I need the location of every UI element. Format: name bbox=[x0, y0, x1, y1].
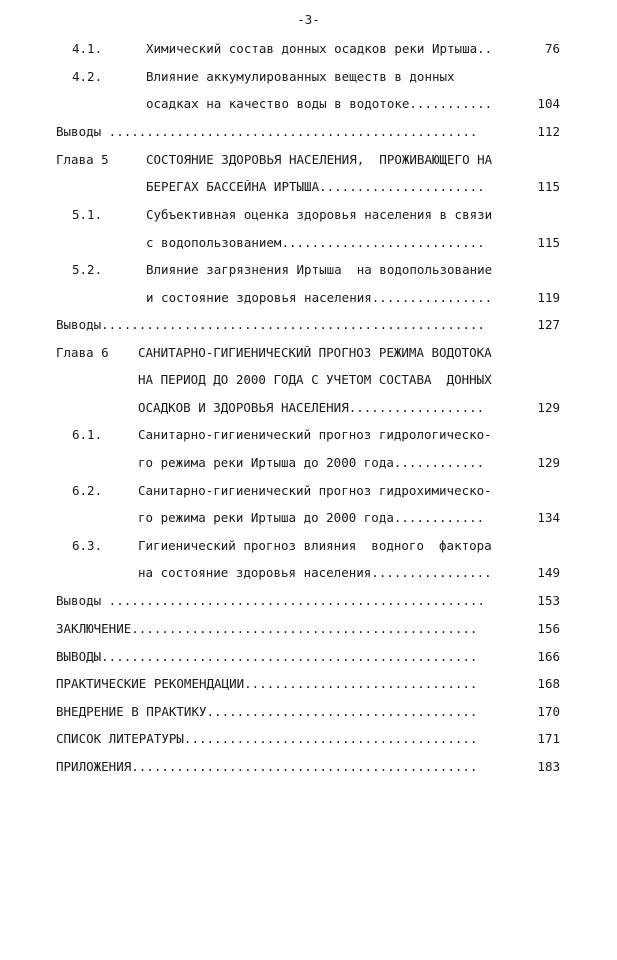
toc-entry-4-1-page: 76 bbox=[544, 41, 560, 56]
toc-entry-implementation-page: 170 bbox=[537, 704, 560, 719]
toc-entry-appendices-page: 183 bbox=[537, 759, 560, 774]
toc-entry-4-1-title: Химический состав донных осадков реки Иртыша.. bbox=[146, 42, 493, 56]
toc-entry-recommendations: ПРАКТИЧЕСКИЕ РЕКОМЕНДАЦИИ............................... bbox=[56, 677, 478, 691]
toc-entry-6-2-page: 134 bbox=[537, 510, 560, 525]
toc-entry-6-2-title-line1: Санитарно-гигиенический прогноз гидрохимическо- bbox=[138, 484, 492, 498]
toc-entry-6-3-number: 6.3. bbox=[72, 538, 103, 553]
toc-entry-final-conclusion: ЗАКЛЮЧЕНИЕ.............................................. bbox=[56, 622, 478, 636]
toc-entry-5-2-page: 119 bbox=[537, 290, 560, 305]
toc-entry-references-page: 171 bbox=[537, 731, 560, 746]
toc-entry-6-3-title-line1: Гигиенический прогноз влияния водного фактора bbox=[138, 539, 492, 553]
toc-entry-conclusions-2: Выводы................................................... bbox=[56, 318, 485, 332]
toc-entry-implementation: ВНЕДРЕНИЕ В ПРАКТИКУ.................................... bbox=[56, 705, 478, 719]
toc-chapter-5-label: Глава 5 bbox=[56, 152, 109, 167]
toc-entry-6-3-page: 149 bbox=[537, 565, 560, 580]
toc-entry-conclusions-1: Выводы ................................................. bbox=[56, 125, 478, 139]
toc-entry-appendices: ПРИЛОЖЕНИЯ.............................................. bbox=[56, 760, 478, 774]
toc-entry-6-2-number: 6.2. bbox=[72, 483, 103, 498]
toc-entry-findings: ВЫВОДЫ.................................................. bbox=[56, 650, 478, 664]
toc-entry-conclusions-3-page: 153 bbox=[537, 593, 560, 608]
toc-entry-4-1-number: 4.1. bbox=[72, 41, 103, 56]
toc-entry-4-2-number: 4.2. bbox=[72, 69, 103, 84]
toc-entry-6-3-title-line2: на состояние здоровья населения................ bbox=[138, 566, 492, 580]
page-number: -3- bbox=[297, 12, 320, 27]
toc-entry-6-1-page: 129 bbox=[537, 455, 560, 470]
toc-entry-references: СПИСОК ЛИТЕРАТУРЫ....................................... bbox=[56, 732, 478, 746]
toc-chapter-6-label: Глава 6 bbox=[56, 345, 109, 360]
toc-chapter-6-title-line3: ОСАДКОВ И ЗДОРОВЬЯ НАСЕЛЕНИЯ.................. bbox=[138, 401, 485, 415]
toc-entry-4-2-title-line2: осадках на качество воды в водотоке........... bbox=[146, 97, 493, 111]
toc-chapter-5-title-line2: БЕРЕГАХ БАССЕЙНА ИРТЫША...................... bbox=[146, 180, 485, 194]
toc-entry-5-1-title-line1: Субъективная оценка здоровья населения в связи bbox=[146, 208, 493, 222]
toc-entry-5-2-title-line2: и состояние здоровья населения................ bbox=[146, 291, 493, 305]
toc-chapter-6-page: 129 bbox=[537, 400, 560, 415]
toc-entry-recommendations-page: 168 bbox=[537, 676, 560, 691]
toc-chapter-5-page: 115 bbox=[537, 179, 560, 194]
toc-chapter-5-title-line1: СОСТОЯНИЕ ЗДОРОВЬЯ НАСЕЛЕНИЯ, ПРОЖИВАЮЩЕГО НА bbox=[146, 153, 493, 167]
toc-entry-conclusions-3: Выводы .................................................. bbox=[56, 594, 485, 608]
toc-entry-6-1-number: 6.1. bbox=[72, 427, 103, 442]
toc-entry-4-2-page: 104 bbox=[537, 96, 560, 111]
toc-entry-conclusions-1-page: 112 bbox=[537, 124, 560, 139]
toc-entry-6-1-title-line2: го режима реки Иртыша до 2000 года............ bbox=[138, 456, 485, 470]
toc-chapter-6-title-line2: НА ПЕРИОД ДО 2000 ГОДА С УЧЕТОМ СОСТАВА ДОННЫХ bbox=[138, 373, 492, 387]
toc-entry-conclusions-2-page: 127 bbox=[537, 317, 560, 332]
toc-entry-5-1-title-line2: с водопользованием........................... bbox=[146, 236, 485, 250]
toc-entry-5-2-title-line1: Влияние загрязнения Иртыша на водопользование bbox=[146, 263, 493, 277]
toc-entry-final-conclusion-page: 156 bbox=[537, 621, 560, 636]
toc-entry-5-1-page: 115 bbox=[537, 235, 560, 250]
toc-chapter-6-title-line1: САНИТАРНО-ГИГИЕНИЧЕСКИЙ ПРОГНОЗ РЕЖИМА ВОДОТОКА bbox=[138, 346, 492, 360]
toc-entry-findings-page: 166 bbox=[537, 649, 560, 664]
toc-entry-4-2-title-line1: Влияние аккумулированных веществ в донных bbox=[146, 70, 455, 84]
toc-entry-6-1-title-line1: Санитарно-гигиенический прогноз гидрологическо- bbox=[138, 428, 492, 442]
toc-entry-6-2-title-line2: го режима реки Иртыша до 2000 года............ bbox=[138, 511, 485, 525]
toc-entry-5-2-number: 5.2. bbox=[72, 262, 103, 277]
toc-entry-5-1-number: 5.1. bbox=[72, 207, 103, 222]
